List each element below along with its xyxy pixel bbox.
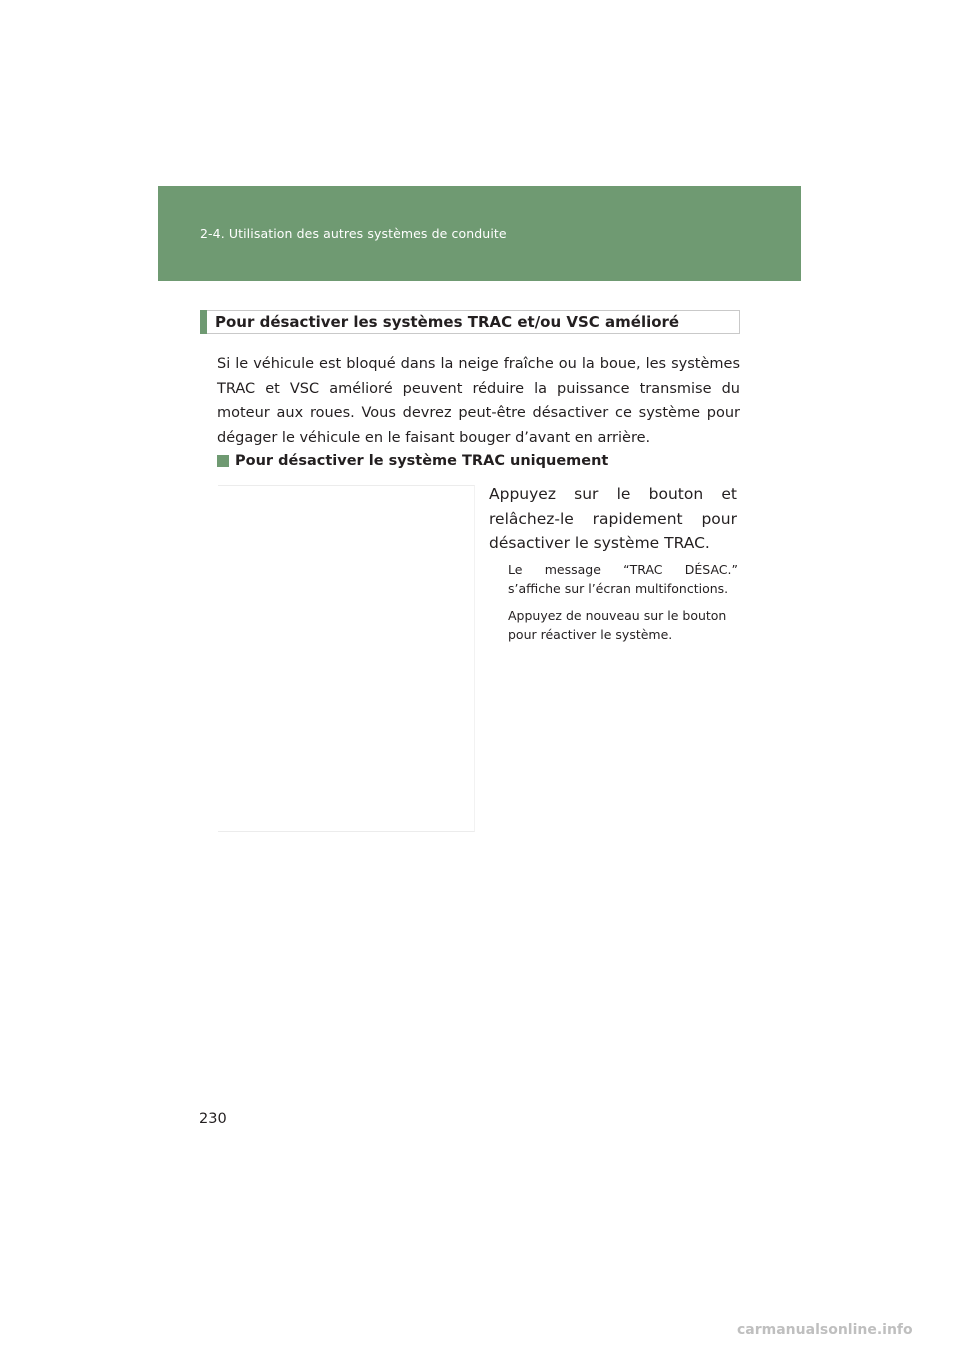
intro-paragraph: Si le véhicule est bloqué dans la neige fraîche ou la boue, les systèmes TRAC et VSC amélioré peuvent réduire la puissance transmise du moteur aux roues. Vous devrez peut-être désactiver ce système pour dégager le véhicule en le faisant bouger d’avant en arrière.	[217, 356, 740, 446]
instruction-text: Appuyez sur le bouton et relâchez-le rapidement pour désactiver le système TRAC.	[489, 485, 737, 552]
note-message: Le message “TRAC DÉSAC.” s’affiche sur l’écran multifonctions.	[508, 562, 738, 596]
bullet-square-icon	[217, 455, 229, 467]
breadcrumb: 2-4. Utilisation des autres systèmes de conduite	[200, 226, 507, 241]
watermark-text: carmanualsonline.info	[737, 1322, 913, 1338]
page-number: 230	[199, 1111, 227, 1127]
section-title: Pour désactiver les systèmes TRAC et/ou VSC amélioré	[215, 313, 680, 331]
section-accent-bar	[200, 310, 207, 334]
header-band	[158, 186, 801, 281]
note-reactivate: Appuyez de nouveau sur le bouton pour réactiver le système.	[508, 608, 727, 642]
subsection-heading	[217, 453, 608, 469]
section-heading-box	[200, 310, 740, 334]
subsection-heading-text: Pour désactiver le système TRAC uniquement	[235, 453, 609, 469]
illustration-placeholder	[218, 485, 475, 832]
